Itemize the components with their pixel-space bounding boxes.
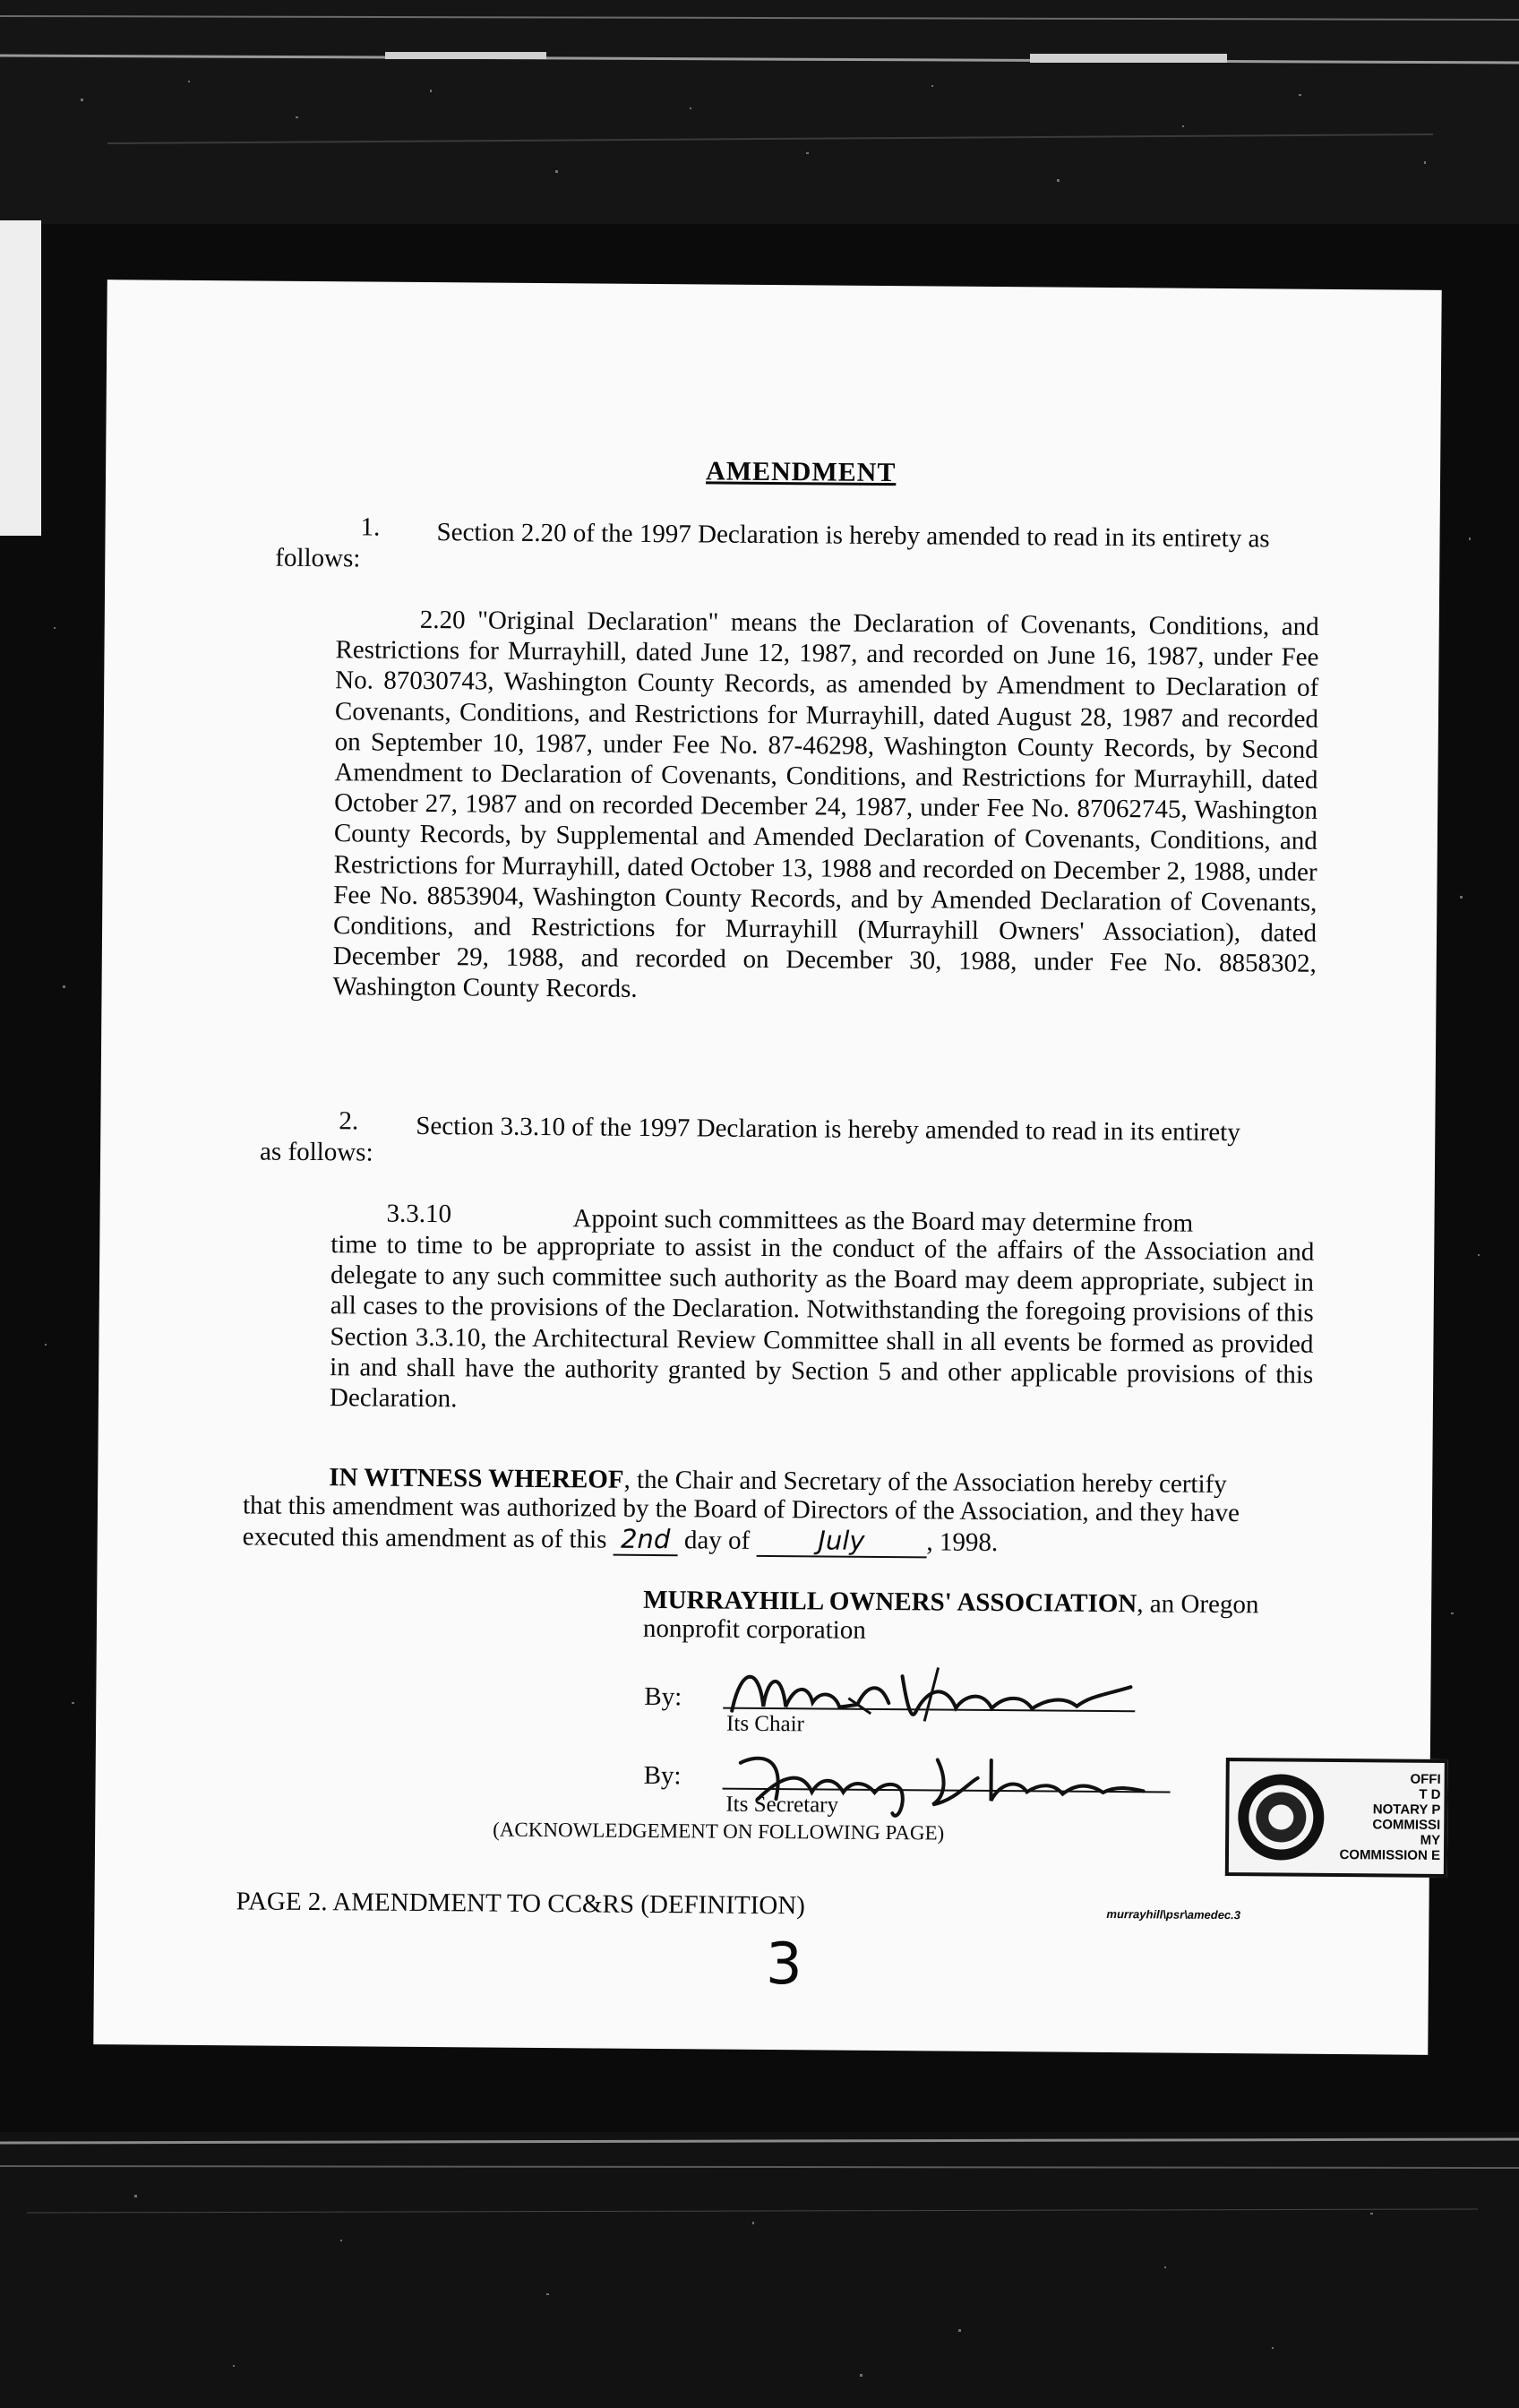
item1-cont: follows: — [275, 543, 361, 573]
notary-seal-line4: COMMISSI — [1372, 1817, 1441, 1833]
witness-line3-a: executed this amendment as of this — [242, 1522, 607, 1554]
item2-cont: as follows: — [259, 1137, 373, 1167]
notary-seal-line3: NOTARY P — [1372, 1802, 1441, 1818]
by-label-chair: By: — [644, 1681, 682, 1712]
item2-intro: Section 3.3.10 of the 1997 Declaration is hereby amended to read in its entirety — [416, 1111, 1240, 1148]
notary-seal-emblem — [1234, 1770, 1328, 1864]
witness-line1-text: , the Chair and Secretary of the Association hereby certify — [623, 1465, 1227, 1500]
handwritten-page-number: 3 — [765, 1931, 803, 1999]
chair-signature — [723, 1657, 1145, 1742]
acknowledgement-note: (ACKNOWLEDGEMENT ON FOLLOWING PAGE) — [493, 1818, 945, 1845]
witness-day: 2nd — [614, 1524, 678, 1557]
item1-number: 1. — [360, 512, 381, 542]
item2-number: 2. — [339, 1106, 359, 1136]
association-suffix: , an Oregon — [1137, 1589, 1259, 1620]
item1-body: 2.20 "Original Declaration" means the Declaration of Covenants, Conditions, and Restrictions for Murrayhill, dated June 12, 1987, and recorded on June 16, 1987, under Fee No. 87030743, Washington County Records, as amended by Amendment to Declaration of Covenants, Conditions, and Restrictions for Murrayhill, dated August 28, 1987 and recorded on September 10, 1987, under Fee No. 87-46298, Washington County Records, by Second Amendment to Declaration of Covenants, Conditions, and Restrictions for Murrayhill, dated October 27, 1987 and on recorded December 24, 1987, under Fee No. 87062745, Washington County Records, by Supplemental and Amended Declaration of Covenants, Conditions, and Restrictions for Murrayhill, dated October 13, 1988 and recorded on December 2, 1988, under Fee No. 8853904, Washington County Records, and by Amended Declaration of Covenants, Conditions, and Restrictions for Murrayhill (Murrayhill Owners' Association), dated December 29, 1988, and recorded on December 30, 1988, under Fee No. 8858302, Washington County Records. — [332, 605, 1319, 1004]
item1-intro: Section 2.20 of the 1997 Declaration is hereby amended to read in its entirety as — [436, 518, 1270, 554]
notary-seal-line2: T D — [1419, 1786, 1441, 1802]
notary-seal-line1: OFFI — [1410, 1771, 1441, 1787]
witness-year: , 1998. — [926, 1527, 999, 1558]
page-footer: PAGE 2. AMENDMENT TO CC&RS (DEFINITION) — [236, 1887, 806, 1921]
witness-month: July — [756, 1525, 926, 1558]
association-line2: nonprofit corporation — [642, 1613, 866, 1645]
witness-line3-b: day of — [683, 1526, 751, 1555]
document-heading: AMENDMENT — [705, 456, 897, 488]
item2-body: time to time to be appropriate to assist in the conduct of the affairs of the Association and delegate to any such committee such authority as the Board may deem appropriate, subject in all cases to the provisions of the Declaration. Notwithstanding the foregoing provisions of this Section 3.3.10, the Architectural Review Committee shall in all events be formed as provided in and shall have the authority granted by Section 5 and other applicable provisions of this Declaration. — [329, 1230, 1315, 1414]
by-label-secretary: By: — [643, 1760, 682, 1791]
document-page — [93, 280, 1441, 2055]
association-name: MURRAYHILL OWNERS' ASSOCIATION — [643, 1585, 1137, 1619]
file-reference: murrayhill\psr\amedec.3 — [1106, 1906, 1241, 1922]
chair-title: Its Chair — [726, 1711, 805, 1737]
notary-seal — [1225, 1758, 1448, 1878]
item2-section-number: 3.3.10 — [386, 1199, 452, 1229]
secretary-signature — [722, 1736, 1171, 1829]
witness-line2: that this amendment was authorized by the Board of Directors of the Association, and they have — [242, 1491, 1240, 1528]
item2-body-first: Appoint such committees as the Board may determine from — [572, 1204, 1194, 1238]
witness-lead: IN WITNESS WHEREOF — [329, 1463, 624, 1494]
scanner-edge-strip — [0, 220, 41, 536]
secretary-title: Its Secretary — [725, 1792, 839, 1818]
notary-seal-text — [1329, 1771, 1441, 1863]
notary-seal-line5: MY COMMISSION E — [1339, 1832, 1441, 1863]
